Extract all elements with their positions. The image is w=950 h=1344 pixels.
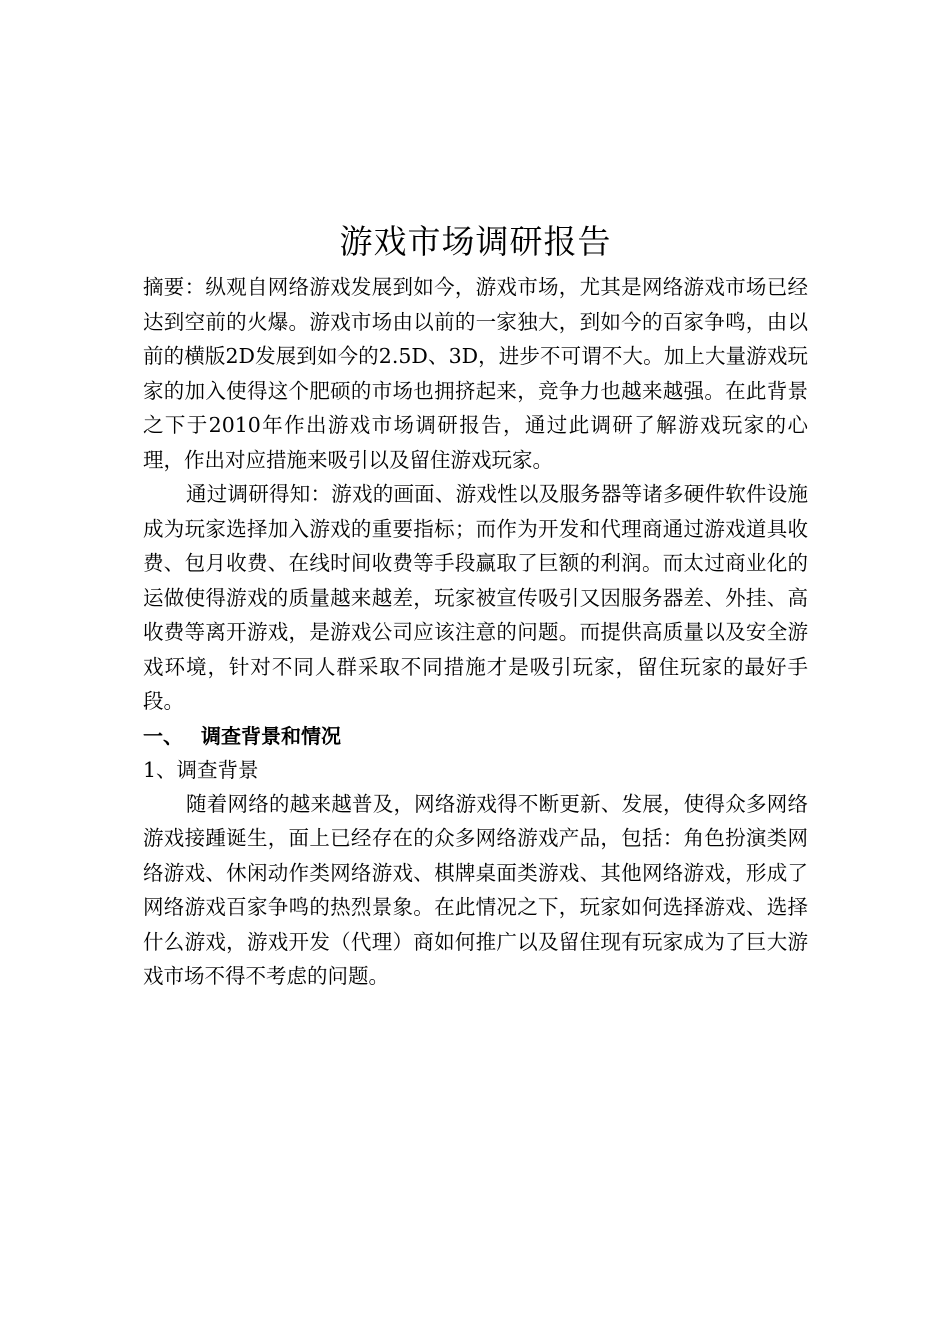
abstract-paragraph: 摘要：纵观自网络游戏发展到如今，游戏市场，尤其是网络游戏市场已经达到空前的火爆。游戏市场由以前的一家独大，到如今的百家争鸣，由以前的横版2D发展到如今的2.5D、3D，进步不可谓不大。加上大量游戏玩家的加入使得这个肥硕的市场也拥挤起来，竞争力也越来越强。在此背景之下于2010年作出游戏市场调研报告，通过此调研了解游戏玩家的心理，作出对应措施来吸引以及留住游戏玩家。 xyxy=(143,275,808,472)
section-heading-1 xyxy=(143,719,808,753)
findings-paragraph: 通过调研得知：游戏的画面、游戏性以及服务器等诸多硬件软件设施成为玩家选择加入游戏的重要指标；而作为开发和代理商通过游戏道具收费、包月收费、在线时间收费等手段赢取了巨额的利润。而太过商业化的运做使得游戏的质量越来越差，玩家被宣传吸引又因服务器差、外挂、高收费等离开游戏，是游戏公司应该注意的问题。而提供高质量以及安全游戏环境，针对不同人群采取不同措施才是吸引玩家，留住玩家的最好手段。 xyxy=(143,482,808,713)
document-page xyxy=(143,218,808,994)
subsection-heading-1: 1、调查背景 xyxy=(143,757,259,782)
section-title: 调查背景和情况 xyxy=(201,723,341,748)
document-title: 游戏市场调研报告 xyxy=(339,222,612,261)
section-number: 一、 xyxy=(143,723,183,748)
background-paragraph: 随着网络的越来越普及，网络游戏得不断更新、发展，使得众多网络游戏接踵诞生，面上已经存在的众多网络游戏产品，包括：角色扮演类网络游戏、休闲动作类网络游戏、棋牌桌面类游戏、其他网络游戏，形成了网络游戏百家争鸣的热烈景象。在此情况之下，玩家如何选择游戏、选择什么游戏，游戏开发（代理）商如何推广以及留住现有玩家成为了巨大游戏市场不得不考虑的问题。 xyxy=(143,791,808,988)
